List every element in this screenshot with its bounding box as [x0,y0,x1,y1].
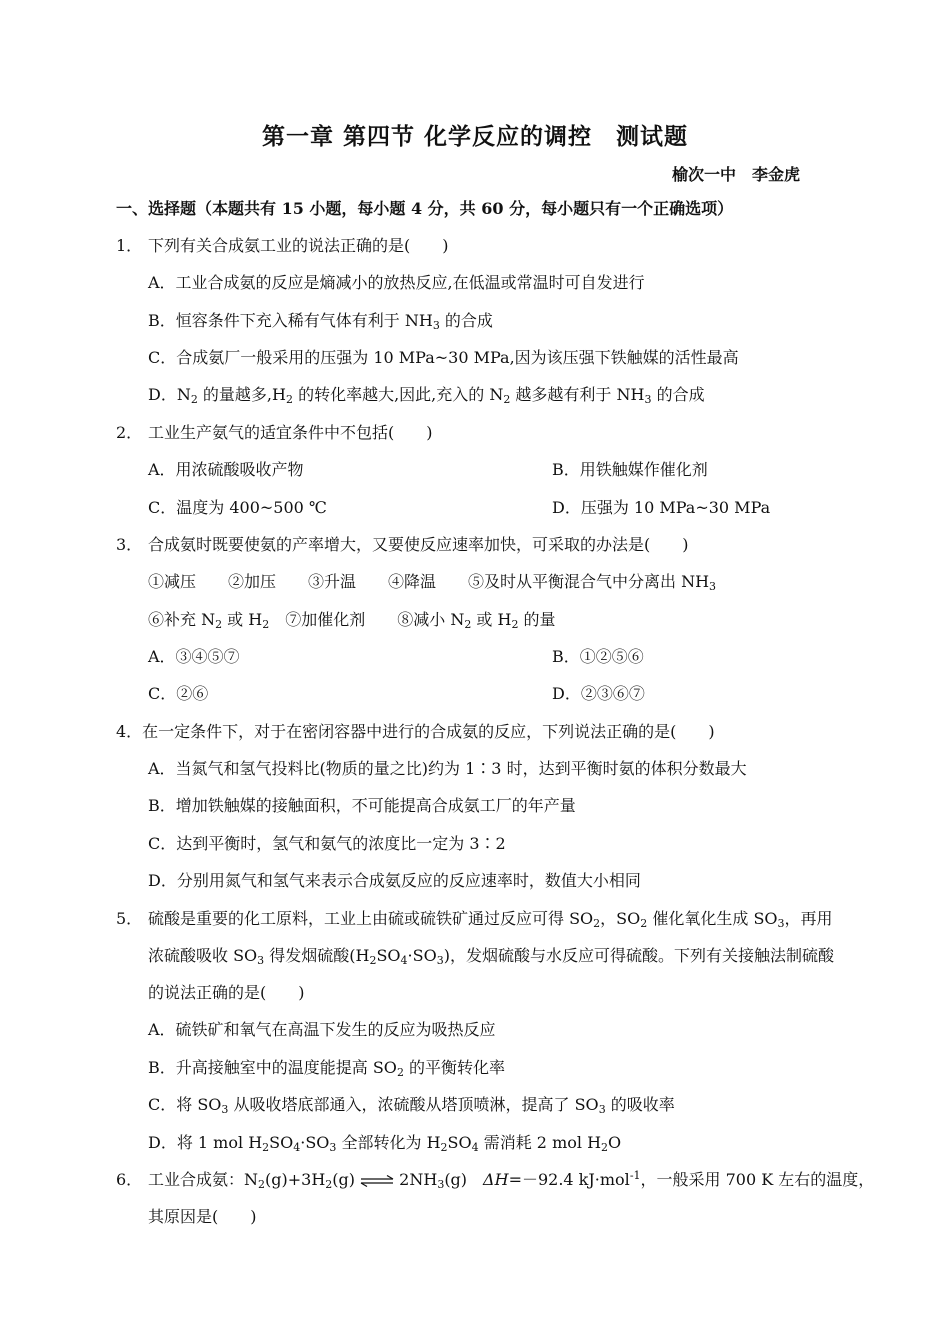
question-1-option-a: A．工业合成氨的反应是熵减小的放热反应,在低温或常温时可自发进行 [148,273,645,292]
question-3-choices-line-2: ⑥补充 $N_2$ 或 $H_2$ ⑦加催化剂 ⑧减小 $N_2$ 或 $H_2$ 的量 [148,610,556,631]
question-1-stem: 下列有关合成氨工业的说法正确的是( ) [148,236,449,255]
question-5-option-c: C．将 $SO_3$ 从吸收塔底部通入，浓硫酸从塔顶喷淋，提高了 $SO_3$ 的吸收率 [148,1095,675,1116]
question-1-option-b: B．恒容条件下充入稀有气体有利于 $NH_3$ 的合成 [148,311,493,332]
question-6-stem-line-2: 其原因是( ) [148,1207,257,1226]
question-4-option-b: B．增加铁触媒的接触面积，不可能提高合成氨工厂的年产量 [148,796,576,815]
question-1-number: 1． [116,236,143,255]
question-1-option-d: D．$N_2$ 的量越多$,H_2$ 的转化率越大,因此,充入的 $N_2$ 越多越有利于 $NH_3$ 的合成 [148,385,705,406]
question-6-number: 6． [116,1170,143,1189]
question-3-option-d: D．②③⑥⑦ [552,684,645,703]
question-2-stem: 工业生产氨气的适宜条件中不包括( ) [148,423,433,442]
question-5-option-a: A．硫铁矿和氧气在高温下发生的反应为吸热反应 [148,1020,496,1039]
question-3-option-b: B．①②⑤⑥ [552,647,644,666]
section-heading: 一、选择题（本题共有 15 小题，每小题 4 分，共 60 分，每小题只有一个正确选项） [116,199,734,218]
page-title: 第一章 第四节 化学反应的调控 测试题 [261,123,688,150]
question-6-stem-line-1: 工业合成氨：$N_2(g)+3H_2(g)$ $2NH_3(g)$ ΔH=－92.4 kJ·mol$^{-1}$，一般采用 700 K 左右的温度， [148,1169,875,1191]
question-5-stem-line-2: 浓硫酸吸收 $SO_3$ 得发烟硫酸$(H_2SO_4\cdot SO_3)$，发烟硫酸与水反应可得硫酸。下列有关接触法制硫酸 [148,946,834,967]
question-2-option-d: D．压强为 10 MPa~30 MPa [552,498,771,517]
question-2-option-b: B．用铁触媒作催化剂 [552,460,708,479]
question-1-option-c: C．合成氨厂一般采用的压强为 10 MPa~30 MPa,因为该压强下铁触媒的活性最高 [148,348,739,367]
question-4-stem: 4．在一定条件下，对于在密闭容器中进行的合成氨的反应，下列说法正确的是( ) [116,722,715,741]
question-3-number: 3． [116,535,143,554]
question-4-option-c: C．达到平衡时，氢气和氨气的浓度比一定为 3∶2 [148,834,506,853]
question-2-option-a: A．用浓硫酸吸收产物 [148,460,304,479]
question-3-option-a: A．③④⑤⑦ [148,647,240,666]
question-4-option-d: D．分别用氮气和氢气来表示合成氨反应的反应速率时，数值大小相同 [148,871,641,890]
question-5-number: 5． [116,909,143,928]
question-2-option-c: C．温度为 400~500 ℃ [148,498,327,517]
author-line: 榆次一中 李金虎 [671,165,800,184]
question-3-choices-line-1: ①减压 ②加压 ③升温 ④降温 ⑤及时从平衡混合气中分离出 $NH_3$ [148,572,717,593]
question-5-stem-line-3: 的说法正确的是( ) [148,983,305,1002]
question-2-number: 2． [116,423,143,442]
question-3-stem: 合成氨时既要使氨的产率增大，又要使反应速率加快，可采取的办法是( ) [148,535,689,554]
equilibrium-arrow-icon [360,1175,394,1187]
question-3-option-c: C．②⑥ [148,684,209,703]
question-5-option-b: B．升高接触室中的温度能提高 $SO_2$ 的平衡转化率 [148,1058,506,1079]
question-5-stem-line-1: 硫酸是重要的化工原料，工业上由硫或硫铁矿通过反应可得 $SO_2$，$SO_2$ 催化氧化生成 $SO_3$，再用 [148,909,833,930]
question-5-option-d: D．将 1 mol $H_2SO_4\cdot SO_3$ 全部转化为 $H_2SO_4$ 需消耗 2 mol $H_2O$ [148,1133,622,1154]
question-4-option-a: A．当氮气和氢气投料比(物质的量之比)约为 1∶3 时，达到平衡时氨的体积分数最大 [148,759,747,778]
